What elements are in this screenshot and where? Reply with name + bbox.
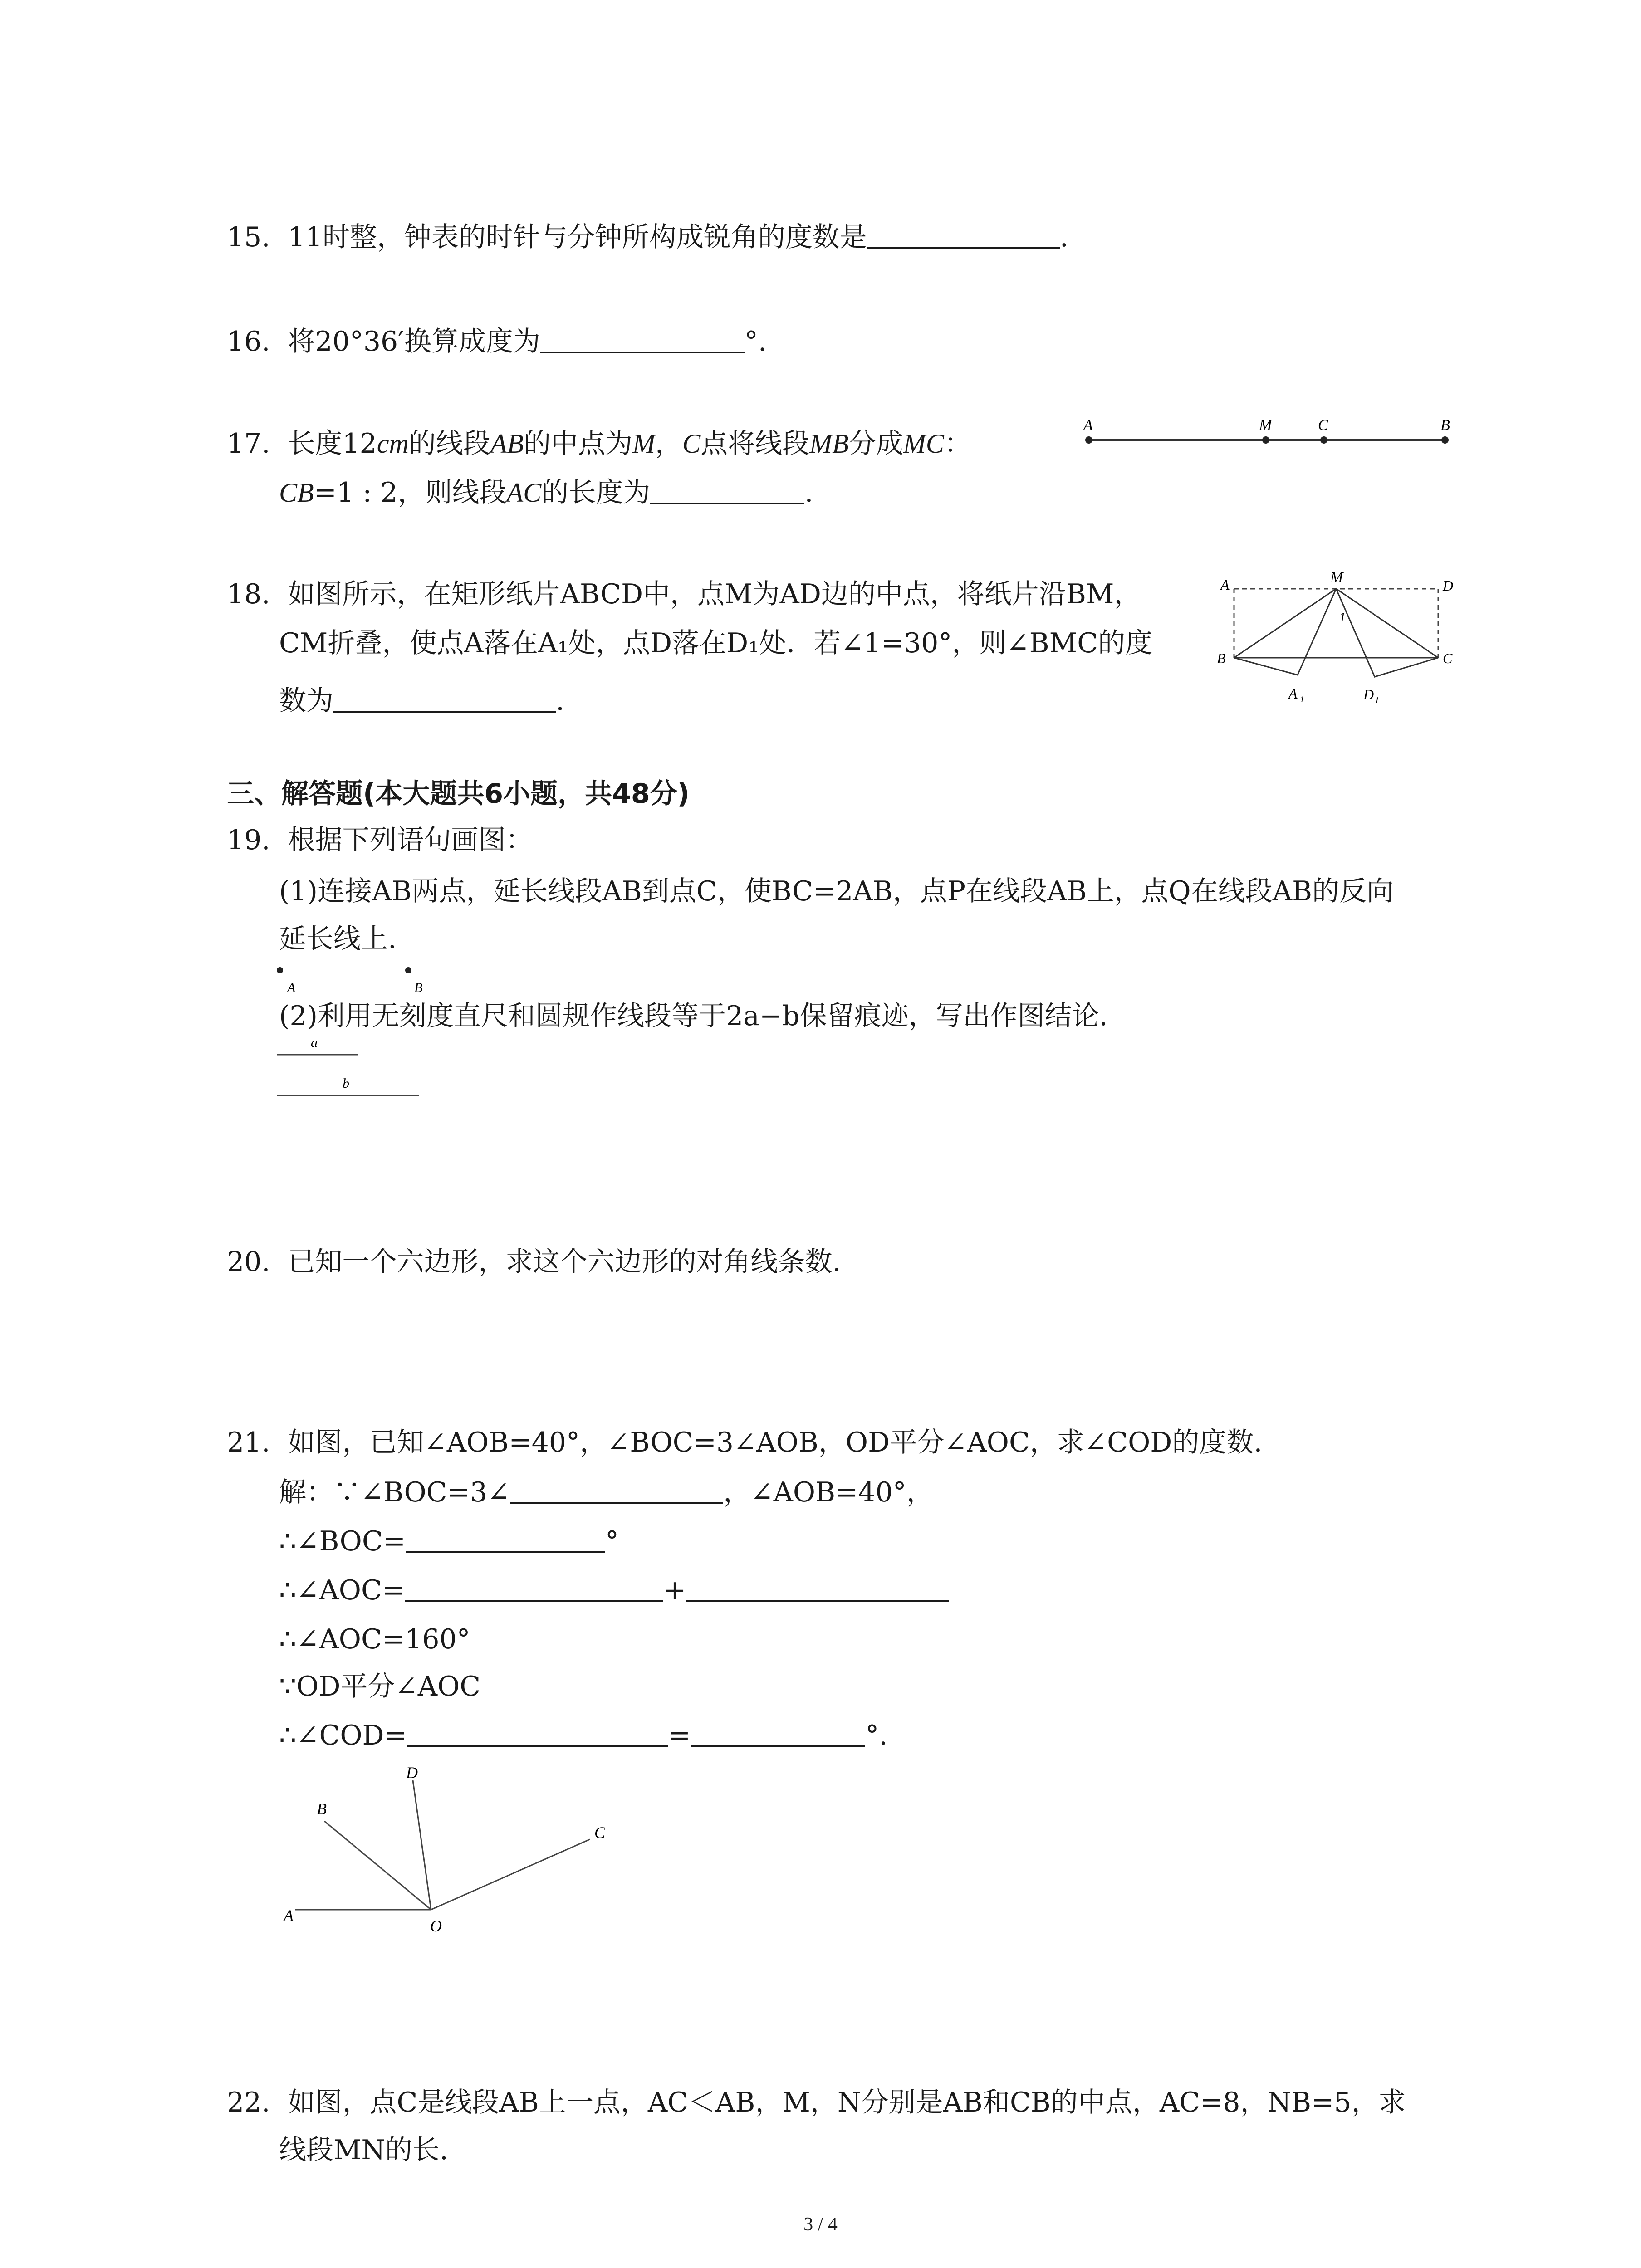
- answer-blank[interactable]: [867, 220, 1060, 249]
- label-o: O: [430, 1917, 442, 1935]
- label-a: a: [311, 1035, 318, 1050]
- question-text: 将20°36′换算成度为: [288, 326, 540, 357]
- point-m: [1262, 436, 1269, 444]
- folded-a1: [1234, 589, 1336, 675]
- question-18-line-1: [227, 576, 1141, 612]
- answer-blank[interactable]: [686, 1573, 949, 1602]
- question-number: 18.: [227, 578, 270, 610]
- question-number: 15.: [227, 221, 270, 253]
- answer-blank[interactable]: [540, 324, 745, 353]
- label-b: B: [1217, 650, 1226, 666]
- solution-step-1: 解：∵∠BOC=3∠ ，∠AOB=40°，: [279, 1474, 934, 1510]
- label-a: A: [284, 1906, 294, 1925]
- label-c: C: [594, 1823, 606, 1842]
- solution-step-3: ∴∠AOC= +: [279, 1572, 949, 1608]
- page-number: 3 / 4: [803, 2214, 838, 2235]
- label-b: b: [343, 1076, 349, 1091]
- ray-ob: [324, 1821, 431, 1910]
- solution-step-4: ∴∠AOC=160°: [279, 1623, 470, 1655]
- question-text: 11时整，钟表的时针与分钟所构成锐角的度数是: [288, 221, 867, 253]
- rectangle-fold-figure: [1207, 567, 1461, 712]
- ray-oc: [431, 1839, 590, 1910]
- ray-od: [413, 1780, 431, 1910]
- label-a: A: [287, 980, 296, 995]
- question-number: 20.: [227, 1246, 270, 1278]
- question-19-intro: 19. 根据下列语句画图：: [227, 824, 533, 856]
- label-b: B: [1440, 417, 1450, 434]
- point-b: [405, 967, 411, 973]
- question-21: 21. 如图，已知∠AOB=40°，∠BOC=3∠AOB，OD平分∠AOC，求∠COD的度数.: [227, 1427, 1263, 1458]
- answer-blank[interactable]: [333, 684, 556, 713]
- label-m: M: [1330, 569, 1343, 586]
- label-b: B: [317, 1800, 327, 1818]
- label-m: M: [1259, 417, 1272, 434]
- svg-text:1: 1: [1300, 694, 1304, 704]
- label-c: C: [1443, 650, 1453, 666]
- question-number: 22.: [227, 2087, 270, 2118]
- label-d: D: [1443, 577, 1454, 594]
- label-a1: A: [1288, 685, 1298, 702]
- point-a: [1085, 436, 1092, 444]
- label-d1: D: [1363, 686, 1374, 703]
- question-17-line-1: 17. 长度12cm的线段AB的中点为M，C点将线段MB分成MC：: [227, 428, 971, 459]
- angle-aob-figure: [277, 1760, 631, 1955]
- solution-step-2: ∴∠BOC= °: [279, 1523, 619, 1559]
- solution-step-6: ∴∠COD= = °.: [279, 1717, 887, 1754]
- question-number: 21.: [227, 1427, 270, 1458]
- question-19-part-1-line-2: 延长线上.: [279, 923, 397, 955]
- segment-ab-figure: [1075, 417, 1456, 472]
- question-text: 如图所示，在矩形纸片ABCD中，点M为AD边的中点，将纸片沿BM，: [288, 578, 1141, 610]
- question-number: 17.: [227, 428, 270, 459]
- answer-blank[interactable]: [407, 1718, 668, 1747]
- answer-blank[interactable]: [405, 1573, 663, 1602]
- question-17-line-2: CB=1 : 2，则线段AC的长度为 .: [279, 474, 813, 511]
- point-a: [277, 967, 283, 973]
- label-a: A: [1220, 577, 1230, 593]
- answer-blank[interactable]: [691, 1718, 865, 1747]
- solution-step-5: ∵OD平分∠AOC: [279, 1671, 481, 1702]
- label-d: D: [406, 1764, 418, 1782]
- question-15: 15. 11时整，钟表的时针与分钟所构成锐角的度数是 .: [227, 219, 1068, 255]
- point-b: [1441, 436, 1449, 444]
- question-16: 16. 将20°36′换算成度为 °.: [227, 323, 767, 360]
- question-20: 20. 已知一个六边形，求这个六边形的对角线条数.: [227, 1246, 841, 1278]
- label-angle-1: 1: [1339, 611, 1346, 625]
- point-c: [1320, 436, 1327, 444]
- label-b: B: [414, 980, 423, 995]
- question-18-line-3: 数为 .: [279, 683, 564, 719]
- svg-text:1: 1: [1375, 695, 1379, 705]
- label-c: C: [1318, 417, 1328, 434]
- answer-blank[interactable]: [406, 1524, 605, 1553]
- question-19-part-1-line-1: (1)连接AB两点，延长线段AB到点C，使BC=2AB，点P在线段AB上，点Q在线段AB的反向: [279, 875, 1394, 907]
- question-number: 16.: [227, 326, 270, 357]
- answer-blank[interactable]: [650, 475, 804, 504]
- section-heading: 三、解答题(本大题共6小题，共48分): [227, 778, 690, 810]
- folded-d1: [1336, 589, 1438, 677]
- label-a: A: [1083, 417, 1093, 434]
- question-22-line-2: 线段MN的长.: [279, 2134, 449, 2166]
- segments-ab-figure: [274, 1030, 429, 1107]
- question-19-part-2: (2)利用无刻度直尺和圆规作线段等于2a−b保留痕迹，写出作图结论.: [279, 1000, 1108, 1032]
- question-18-line-2: CM折叠，使点A落在A₁处，点D落在D₁处．若∠1=30°，则∠BMC的度: [279, 627, 1153, 659]
- question-number: 19.: [227, 824, 270, 856]
- question-22-line-1: 22. 如图，点C是线段AB上一点，AC＜AB，M，N分别是AB和CB的中点，AC=8，NB=5，求: [227, 2087, 1406, 2118]
- answer-blank[interactable]: [510, 1475, 723, 1504]
